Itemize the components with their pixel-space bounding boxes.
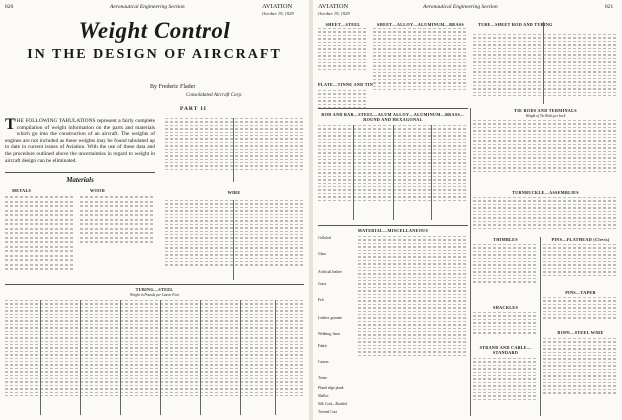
metals-table <box>5 196 75 273</box>
part-label: PART II <box>180 106 207 112</box>
wood-label: WOOD <box>90 188 105 193</box>
misc-item: Leather, genuine <box>318 316 343 320</box>
misc-item: Silk Cord—Braided <box>318 402 347 406</box>
magazine-name-right: AVIATION <box>318 3 349 10</box>
turnbuckle-label: TURNBUCKLE—ASSEMBLIES <box>512 190 579 195</box>
running-section-left: Aeronautical Engineering Section <box>110 4 185 10</box>
article-subtitle: IN THE DESIGN OF AIRCRAFT <box>27 47 282 62</box>
author-affiliation: Consolidated Aircraft Corp. <box>186 93 243 98</box>
misc-item: Artificial leather <box>318 270 342 274</box>
issue-date-left: October 19, 1929 <box>262 11 294 16</box>
metals-label: METALS <box>12 188 32 193</box>
pins-flathead-table <box>543 244 618 278</box>
rope-wire-label: ROPE—STEEL WIRE <box>557 330 604 335</box>
magazine-name-left: AVIATION <box>262 3 293 10</box>
weights-table-top <box>165 118 303 172</box>
article-title: Weight Control <box>78 18 231 43</box>
tube-sheet-table <box>473 34 618 98</box>
material-misc-label: MATERIAL—MISCELLANEOUS <box>357 228 429 233</box>
tie-rods-subtitle: Weight of Tie Rods per Inch <box>525 114 566 118</box>
page-number-left: 820 <box>5 4 14 10</box>
pins-flathead-label: PINS—FLATHEAD (Clevis) <box>551 237 610 242</box>
misc-item: Plated edge plank <box>318 386 344 390</box>
tube-sheet-label: TUBE—SHEET ROD AND TUBING <box>478 22 553 27</box>
wood-table <box>80 196 155 246</box>
issue-date-right: October 19, 1929 <box>318 11 350 16</box>
left-page <box>0 0 309 420</box>
misc-item: Canvas <box>318 360 329 364</box>
sheet-alloy-table <box>373 28 468 92</box>
wire-table <box>165 200 303 268</box>
misc-item: Celluloid <box>318 236 332 240</box>
misc-item: Shellac <box>318 394 329 398</box>
sheet-alloy-label: SHEET—ALLOY—ALUMINUM—BRASS <box>376 22 465 27</box>
thimbles-label: THIMBLES <box>493 237 518 242</box>
pins-taper-table <box>543 297 618 321</box>
tubing-steel-table <box>5 300 304 398</box>
misc-item: Felt <box>318 298 324 302</box>
misc-item: Glass <box>318 252 326 256</box>
running-section-right: Aeronautical Engineering Section <box>423 4 498 10</box>
shackles-table <box>473 312 538 336</box>
tubing-steel-label: TUBING—STEEL <box>135 287 174 292</box>
plate-tinne-label: PLATE—TINNE AND TIN <box>318 82 374 87</box>
sheet-steel-table <box>318 28 368 72</box>
misc-materials-values <box>358 236 468 358</box>
rope-wire-table <box>543 338 618 396</box>
author-byline: By Frederic Flader <box>150 84 196 90</box>
drop-cap: T <box>5 116 16 133</box>
misc-item: Twine <box>318 376 327 380</box>
right-page <box>313 0 622 420</box>
materials-heading: Materials <box>66 176 94 184</box>
thimbles-table <box>473 244 538 285</box>
page-number-right: 821 <box>605 4 614 10</box>
wire-label: WIRE <box>227 190 241 195</box>
misc-item: Twisted Cord <box>318 410 338 414</box>
misc-item: Fabric <box>318 344 328 348</box>
tie-rods-label: TIE RODS AND TERMINALS <box>514 108 577 113</box>
tubing-steel-subtitle: Weight in Pounds per Linear Foot <box>129 293 180 297</box>
intro-paragraph: THE FOLLOWING TABULATIONS represent a fairly complete compilation of weight information on the parts and materials which go into the construction of an aircraft. The weights of engines are not included as these weights may be found tabulated up to date in current issues of Aviation. With the use of these data and the procedure outlined above the uncertainties in regard to weight in aircraft design can be eliminated. <box>5 116 155 164</box>
sheet-steel-label: SHEET—STEEL <box>325 22 361 27</box>
tie-rods-table <box>473 120 618 174</box>
shackles-label: SHACKLES <box>492 305 519 310</box>
turnbuckle-table <box>473 197 618 231</box>
pins-taper-label: PINS—TAPER <box>565 290 596 295</box>
misc-item: Webbing, linen <box>318 332 340 336</box>
strand-cable-table <box>473 358 538 402</box>
strand-cable-label: STRAND AND CABLE—STANDARD <box>479 345 532 355</box>
rod-bar-label: ROD AND BAR—STEEL—ALUM ALLOY—ALUMINUM—BRASS—ROUND AND HEXAGONAL <box>321 112 465 122</box>
misc-item: Grass <box>318 282 327 286</box>
